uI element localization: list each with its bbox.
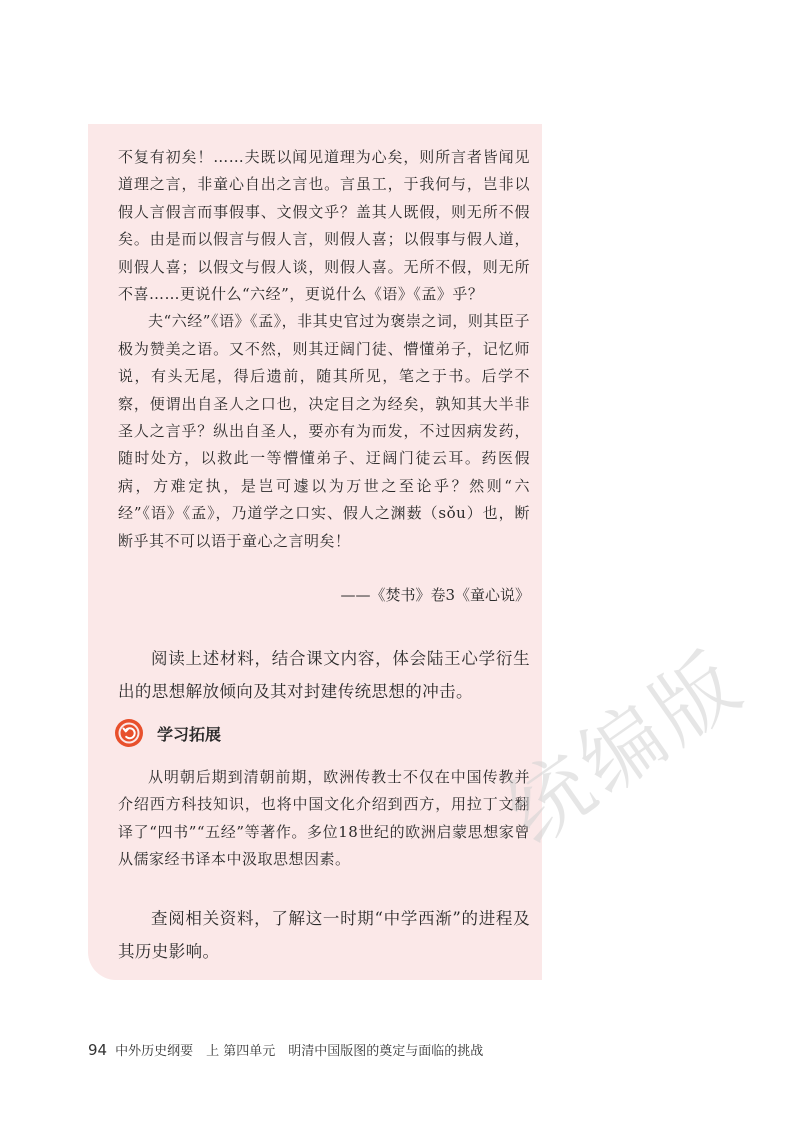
quote-paragraph-1: 不复有初矣！……夫既以闻见道理为心矣，则所言者皆闻见道理之言，非童心自出之言也。言虽工，于我何与，岂非以假人言假言而事假事、文假文乎？盖其人既假，则无所不假矣。由是而以假言与假人言，则假人喜；以假事与假人道，则假人喜；以假文与假人谈，则假人喜。无所不假，则无所不喜……更说什么“六经”，更说什么《语》《孟》乎？: [118, 148, 530, 304]
footer-text: 中外历史纲要 上 第四单元 明清中国版图的奠定与面临的挑战: [115, 1044, 484, 1059]
page-footer: [88, 1040, 483, 1059]
reading-task: 阅读上述材料，结合课文内容，体会陆王心学衍生出的思想解放倾向及其对封建传统思想的冲击。: [118, 649, 530, 701]
rotate-arrow-icon: [114, 718, 144, 748]
quote-block: [118, 144, 530, 555]
extension-task: 查阅相关资料，了解这一时期“中学西渐”的进程及其历史影响。: [118, 909, 530, 961]
quote-source: ——《焚书》卷3《童心说》: [340, 586, 530, 604]
section-header: [114, 718, 221, 748]
watermark: 统编版: [490, 633, 762, 863]
page-number: 94: [88, 1041, 108, 1059]
extension-body: 从明朝后期到清朝前期，欧洲传教士不仅在中国传教并介绍西方科技知识，也将中国文化介绍到西方，用拉丁文翻译了“四书”“五经”等著作。多位18世纪的欧洲启蒙思想家曾从儒家经书译本中汲取思想因素。: [118, 768, 530, 869]
section-title: 学习拓展: [157, 724, 222, 744]
quote-paragraph-2: 夫“六经”《语》《孟》，非其史官过为褒崇之词，则其臣子极为赞美之语。又不然，则其迂阔门徒、懵懂弟子，记忆师说，有头无尾，得后遗前，随其所见，笔之于书。后学不察，便谓出自圣人之口也，决定目之为经矣，孰知其大半非圣人之言乎？纵出自圣人，要亦有为而发，不过因病发药，随时处方，以救此一等懵懂弟子、迂阔门徒云耳。药医假病，方难定执，是岂可遽以为万世之至论乎？然则“六经”《语》《孟》，乃道学之口实、假人之渊薮（sǒu）也，断断乎其不可以语于童心之言明矣！: [118, 312, 530, 550]
